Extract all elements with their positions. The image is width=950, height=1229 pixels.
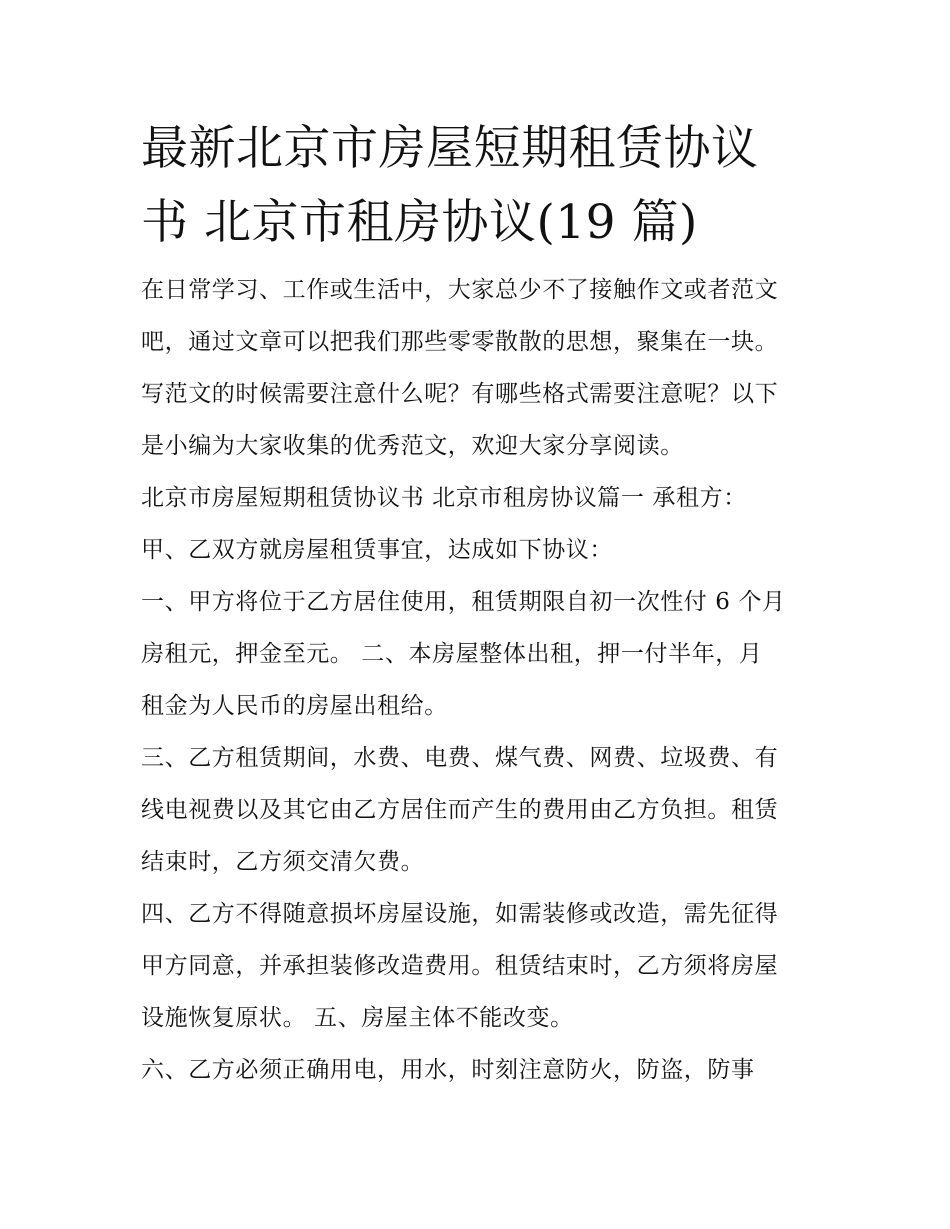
paragraph-line: 一、甲方将位于乙方居住使用，租赁期限自初一次性付 6 个月 [141, 589, 786, 615]
document-body [141, 264, 821, 1096]
document-content [141, 112, 821, 1096]
paragraph-agreement-intro [141, 524, 821, 576]
paragraph-section-heading [141, 472, 821, 524]
paragraph-clause-6 [141, 1044, 821, 1096]
paragraph-line: 吧，通过文章可以把我们那些零零散散的思想，聚集在一块。 [141, 329, 779, 355]
document-title [141, 112, 821, 260]
paragraph-line: 设施恢复原状。 五、房屋主体不能改变。 [141, 1005, 574, 1031]
paragraph-clause-4-5 [141, 888, 821, 1044]
paragraph-clause-1-2 [141, 576, 821, 732]
paragraph-intro [141, 264, 821, 472]
paragraph-line: 三、乙方租赁期间，水费、电费、煤气费、网费、垃圾费、有 [141, 745, 779, 771]
paragraph-line: 在日常学习、工作或生活中，大家总少不了接触作文或者范文 [141, 277, 779, 303]
paragraph-line: 六、乙方必须正确用电，用水，时刻注意防火，防盗，防事 [141, 1057, 755, 1083]
paragraph-line: 房租元，押金至元。 二、本房屋整体出租，押一付半年，月 [141, 641, 763, 667]
paragraph-line: 线电视费以及其它由乙方居住而产生的费用由乙方负担。租赁 [141, 797, 779, 823]
paragraph-clause-3 [141, 732, 821, 888]
paragraph-line: 写范文的时候需要注意什么呢？有哪些格式需要注意呢？以下 [141, 381, 779, 407]
paragraph-line: 是小编为大家收集的优秀范文，欢迎大家分享阅读。 [141, 433, 684, 459]
paragraph-line: 甲、乙双方就房屋租赁事宜，达成如下协议： [141, 537, 613, 563]
paragraph-line: 甲方同意，并承担装修改造费用。租赁结束时，乙方须将房屋 [141, 953, 779, 979]
paragraph-line: 结束时，乙方须交清欠费。 [141, 849, 425, 875]
paragraph-line: 四、乙方不得随意损坏房屋设施，如需装修或改造，需先征得 [141, 901, 779, 927]
paragraph-line: 租金为人民币的房屋出租给。 [141, 693, 448, 719]
title-line-2: 书 北京市租房协议(19 篇) [141, 195, 698, 250]
paragraph-line: 北京市房屋短期租赁协议书 北京市租房协议篇一 承租方： [141, 485, 747, 511]
title-line-1: 最新北京市房屋短期租赁协议 [141, 121, 759, 176]
